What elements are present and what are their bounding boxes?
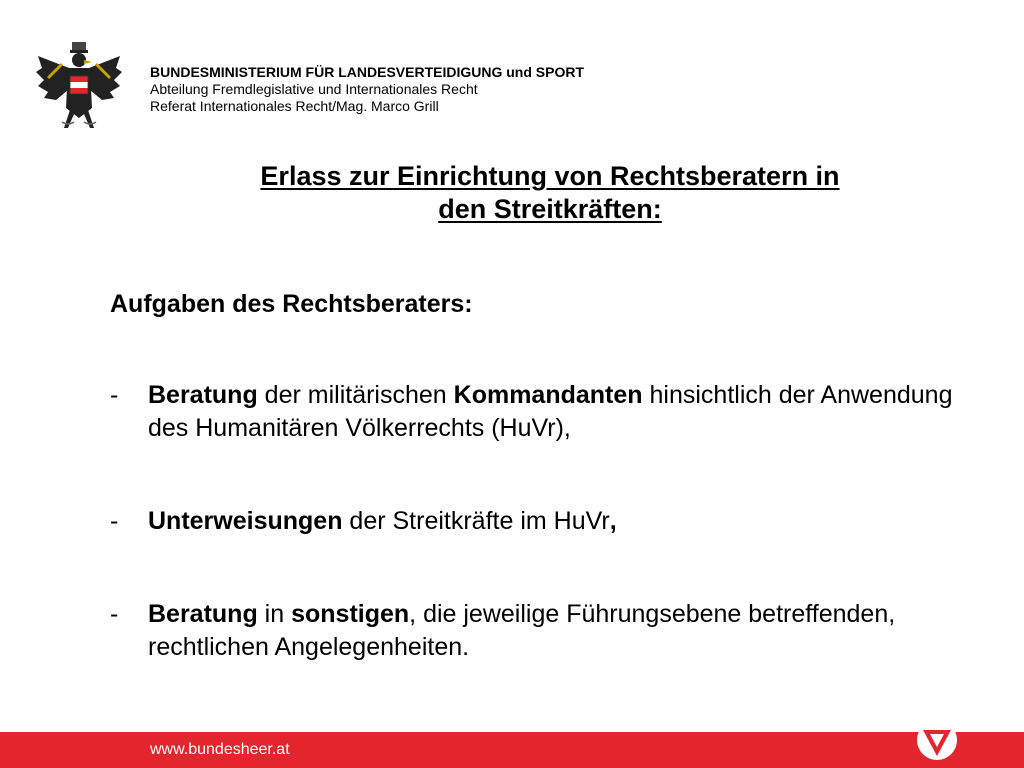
title-line-1: Erlass zur Einrichtung von Rechtsberatern in	[260, 161, 840, 191]
unit-name: Referat Internationales Recht/Mag. Marco Grill	[150, 98, 439, 114]
title-line-2: den Streitkräften:	[438, 194, 662, 224]
website-link[interactable]: www.bundesheer.at	[150, 741, 290, 758]
bundesheer-triangle-emblem-icon	[915, 718, 959, 762]
document-title	[100, 160, 1000, 226]
footer-bar	[0, 732, 1024, 768]
bullet-dash: -	[110, 381, 119, 409]
bullet-dash: -	[110, 507, 119, 535]
section-heading: Aufgaben des Rechtsberaters:	[110, 290, 473, 318]
list-item	[110, 505, 970, 538]
ministry-name: BUNDESMINISTERIUM FÜR LANDESVERTEIDIGUNG und SPORT	[150, 64, 585, 80]
list-item	[110, 379, 970, 445]
organization-header	[150, 64, 584, 115]
bullet-dash: -	[110, 600, 119, 628]
austrian-eagle-crest-icon	[34, 38, 124, 138]
list-item-text: Beratung in sonstigen, die jeweilige Führungsebene betreffenden, rechtlichen Angelegenheiten.	[148, 600, 896, 661]
list-item	[110, 598, 970, 664]
department-name: Abteilung Fremdlegislative und Internationales Recht	[150, 81, 478, 97]
list-item-text: Unterweisungen der Streitkräfte im HuVr,	[148, 507, 617, 535]
list-item-text: Beratung der militärischen Kommandanten hinsichtlich der Anwendung des Humanitären Völkerrechts (HuVr),	[148, 381, 953, 442]
